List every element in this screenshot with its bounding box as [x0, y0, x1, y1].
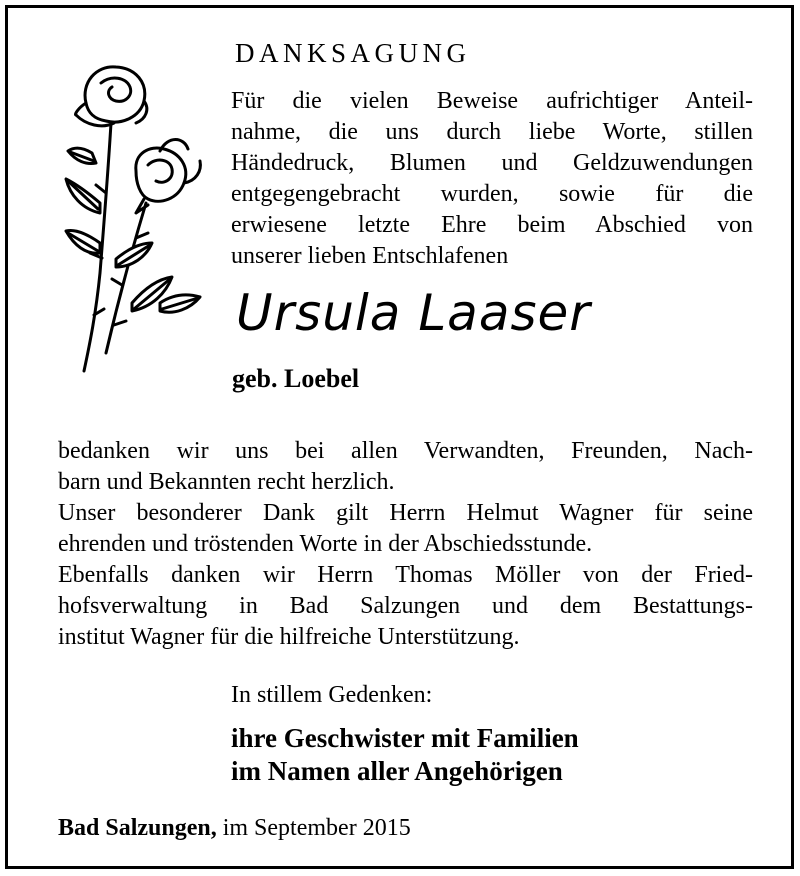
body-line: hofsverwaltung in Bad Salzungen und dem Bestattungs-	[58, 593, 753, 619]
rose-icon	[56, 53, 206, 383]
thanks-paragraph	[58, 436, 753, 653]
signatory-line: ihre Geschwister mit Familien	[231, 723, 579, 753]
place: Bad Salzungen,	[58, 815, 217, 841]
place-and-date	[58, 816, 411, 840]
intro-line: Für die vielen Beweise aufrichtiger Anteil-	[231, 88, 753, 114]
body-line: institut Wagner für die hilfreiche Unterstützung.	[58, 624, 520, 650]
intro-line: entgegengebracht wurden, sowie für die	[231, 181, 753, 207]
maiden-name: geb. Loebel	[232, 364, 360, 393]
intro-line: nahme, die uns durch liebe Worte, stillen	[231, 119, 753, 145]
body-line: ehrenden und tröstenden Worte in der Abschiedsstunde.	[58, 531, 593, 557]
body-line: Ebenfalls danken wir Herrn Thomas Möller von der Fried-	[58, 562, 753, 588]
body-line: barn und Bekannten recht herzlich.	[58, 469, 395, 495]
signatories	[231, 722, 579, 788]
obituary-notice	[5, 5, 794, 869]
body-line: Unser besonderer Dank gilt Herrn Helmut Wagner für seine	[58, 500, 753, 526]
closing-phrase: In stillem Gedenken:	[231, 682, 433, 708]
intro-line: erwiesene letzte Ehre beim Abschied von	[231, 212, 753, 238]
intro-line: Händedruck, Blumen und Geldzuwendungen	[231, 150, 753, 176]
intro-line: unserer lieben Entschlafenen	[231, 243, 509, 269]
deceased-name: Ursula Laaser	[236, 284, 591, 342]
intro-paragraph	[231, 86, 753, 272]
body-line: bedanken wir uns bei allen Verwandten, Freunden, Nach-	[58, 438, 753, 464]
notice-title: DANKSAGUNG	[235, 38, 471, 68]
signatory-line: im Namen aller Angehörigen	[231, 756, 563, 786]
date: im September 2015	[216, 815, 411, 841]
